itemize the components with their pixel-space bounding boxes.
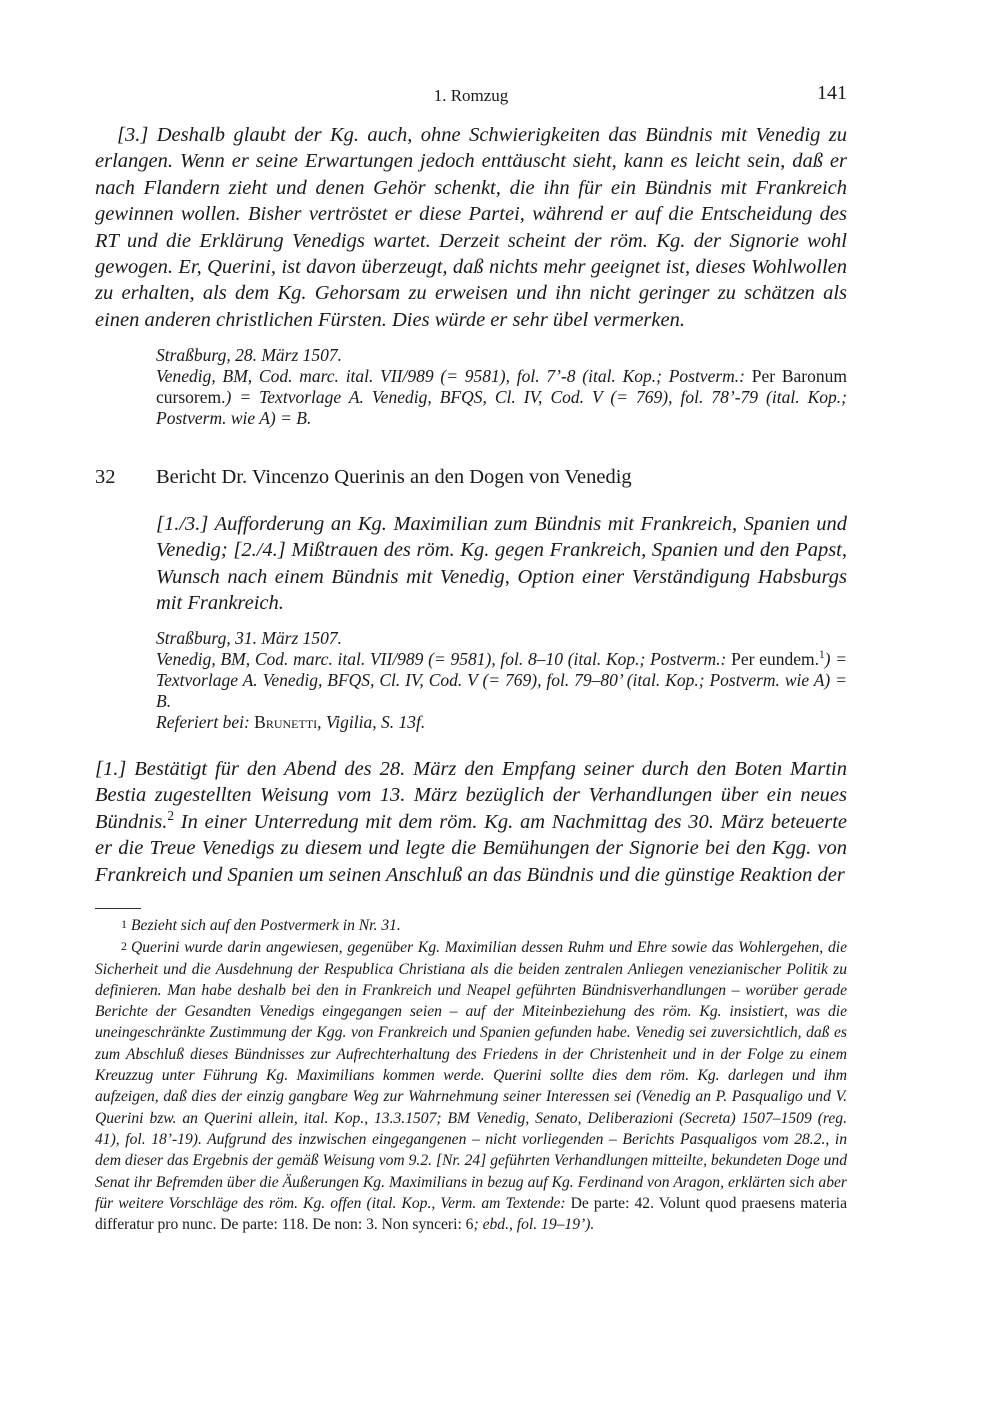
footnotes (95, 914, 847, 1235)
doc32-postvermerk: Per eundem. (731, 649, 819, 669)
doc31-source-b: ) = Textvorlage A. Venedig, BFQS, Cl. IV, Cod. V (= 769), fol. 78’-79 (ital. Kop.; Postverm. wie A) = B. (156, 387, 847, 428)
paragraph-3 (95, 122, 847, 333)
paragraph-1-text (95, 756, 847, 888)
doc32-title: Bericht Dr. Vincenzo Querinis an den Dogen von Venedig (156, 466, 632, 488)
doc32-summary-text: [1./3.] Aufforderung an Kg. Maximilian zum Bündnis mit Frankreich, Spanien und Venedig; [2./4.] Mißtrauen des röm. Kg. gegen Frankreich, Spanien und den Papst, Wunsch nach einem Bündnis mit Venedig, Option einer Verständigung Habsburgs mit Frankreich. (156, 513, 847, 615)
footnote-1-text: Bezieht sich auf den Postvermerk in Nr. 31. (131, 917, 401, 934)
paragraph-3-text: [3.] Deshalb glaubt der Kg. auch, ohne Schwierigkeiten das Bündnis mit Venedig zu erlangen. Wenn er seine Erwartungen jedoch enttäuscht sieht, kann es leicht sein, daß er nach Flandern zieht und denen Gehör schenkt, die ihn für ein Bündnis mit Frankreich gewinnen wollen. Bisher vertröstet er diese Partei, während er auf die Entscheidung des RT und die Erklärung Venedigs wartet. Derzeit scheint der röm. Kg. der Signorie wohl gewogen. Er, Querini, ist davon überzeugt, daß nichts mehr geeignet ist, dieses Wohlwollen zu erhalten, als dem Kg. Gehorsam zu erweisen und ihn nicht geringer zu schätzen als einen anderen christlichen Fürsten. Dies würde er sehr übel vermerken. (95, 124, 847, 331)
paragraph-1 (95, 756, 847, 888)
doc31-source-a: Venedig, BM, Cod. marc. ital. VII/989 (= 9581), fol. 7’-8 (ital. Kop.; Postverm.: (156, 366, 745, 386)
footnote-2-text: Querini wurde darin angewiesen, gegenüber Kg. Maximilian dessen Ruhm und Ehre sowie das Wohlergehen, die Sicherheit und die Ausdehnung der Respublica Christiana als die beiden zentralen Anliegen venezianischer Politik zu definieren. Man habe deshalb bei den in Frankreich und Neapel geführten Bündnisverhandlungen – worüber gerade Berichte der Gesandten Venedigs eingegangen seien – auf der Miteinbeziehung des röm. Kg. insistiert, was die uneingeschränkte Zustimmung der Kgg. von Frankreich und Spanien gefunden habe. Venedig sei zuversichtlich, daß es zum Abschluß dieses Bündnisses zur Aufrechterhaltung des Friedens in der Christenheit und in der Folge zu einem Kreuzzug unter Führung Kg. Maximilians kommen werde. Querini sollte dies dem röm. Kg. darlegen und ihm aufzeigen, daß dies der einzig gangbare Weg zur Wahrnehmung seiner Interessen sei (Venedig an P. Pasqualigo und V. Querini bzw. an Querini allein, ital. Kop., 13.3.1507; BM Venedig, Senato, Deliberazioni (Secreta) 1507–1509 (reg. 41), fol. 18’-19). Aufgrund des inzwischen eingegangenen – nicht vorliegenden – Berichts Pasqualigos vom 28.2., in dem dieser das Ergebnis der gemäß Weisung vom 9.2. [Nr. 24] geführten Verhandlungen mitteilte, bekundeten Doge und Senat ihr Befremden über die Äußerungen Kg. Maximilians in bezug auf Kg. Ferdinand von Aragon, erklärten sich aber für weitere Vorschläge des röm. Kg. offen (ital. Kop., Verm. am Textende: (95, 939, 847, 1212)
paragraph-1-part-a: [1.] Bestätigt für den Abend des 28. März den Empfang seiner durch den Boten Martin Bestia zugestellten Weisung vom 13. März bezüglich der Verhandlungen über ein neues Bündnis. (95, 758, 847, 833)
doc32-referenced-rest: , Vigilia, S. 13f. (317, 712, 426, 732)
footnote-2-quote: De parte: 42. Volunt quod praesens materia differatur pro nunc. De parte: 118. De non: 3. Non synceri: 6 (95, 1194, 847, 1234)
doc32-source-b: ) = Textvorlage A. Venedig, BFQS, Cl. IV, Cod. V (= 769), fol. 79–80’ (ital. Kop.; Postverm. wie A) = B. (156, 649, 847, 711)
doc31-sources (156, 366, 847, 429)
footnote-2-end: ; ebd., fol. 19–19’). (473, 1216, 595, 1234)
doc32-sources (156, 649, 847, 712)
doc32-summary (156, 511, 847, 617)
doc32-referenced (156, 712, 847, 733)
footnote-2 (95, 936, 847, 1235)
footnote-ref-1[interactable]: 1 (818, 649, 825, 662)
doc32-referenced-label: Referiert bei: (156, 712, 250, 732)
running-head (95, 82, 847, 108)
doc32-date-place: Straßburg, 31. März 1507. (156, 628, 343, 648)
running-title: 1. Romzug (433, 86, 509, 105)
page-number: 141 (817, 82, 847, 104)
doc31-source-block (156, 345, 847, 429)
doc32-heading (95, 466, 847, 494)
footnote-ref-2[interactable]: 2 (167, 807, 174, 823)
footnote-2-mark: 2 (121, 939, 127, 954)
footnote-divider (95, 908, 141, 909)
doc32-referenced-author: Brunetti (254, 712, 318, 732)
footnote-1-mark: 1 (121, 917, 127, 931)
doc32-source-a: Venedig, BM, Cod. marc. ital. VII/989 (= 9581), fol. 8–10 (ital. Kop.; Postverm.: (156, 649, 727, 669)
doc32-source-block (156, 628, 847, 733)
doc32-number: 32 (95, 466, 116, 488)
footnote-1 (95, 914, 847, 936)
paragraph-1-part-b: In einer Unterredung mit dem röm. Kg. am Nachmittag des 30. März beteuerte er die Treue Venedigs zu diesem und legte die Bemühungen der Signorie bei den Kgg. von Frankreich und Spanien um seinen Anschluß an das Bündnis und die günstige Reaktion der (95, 810, 847, 886)
doc31-postvermerk: Per Baronum cursorem. (156, 366, 847, 407)
doc31-date-place: Straßburg, 28. März 1507. (156, 345, 343, 365)
